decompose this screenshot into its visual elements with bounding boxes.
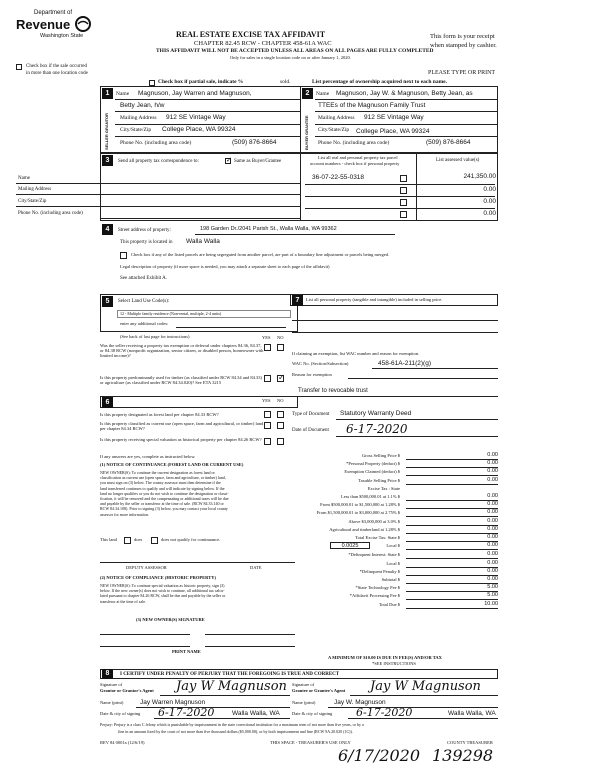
tax-row-5-label: Less than $500,000.01 at 1.1% $ bbox=[341, 494, 400, 499]
buyer-mailing-value[interactable]: 912 SE Vintage Way bbox=[364, 114, 424, 121]
notice-1-line: RCW 84.34.108). Prior to signing (3) below, you may contact your local county bbox=[100, 506, 228, 512]
notice-1-title: (1) NOTICE OF CONTINUANCE (FOREST LAND OR CURRENT USE) bbox=[100, 462, 244, 467]
s6-yes-header: YES bbox=[262, 398, 271, 403]
grantee-date-label: Date & city of signing bbox=[292, 711, 333, 716]
tax-row-1-label: *Personal Property (deduct) $ bbox=[346, 461, 400, 467]
partial-sale-label: Check box if partial sale, indicate % bbox=[158, 79, 244, 85]
reason-label: Reason for exemption bbox=[292, 372, 332, 377]
tax-row-1 bbox=[292, 460, 498, 468]
see-back-note: (See back of last page for instructions) bbox=[120, 334, 190, 339]
tax-row2-1-value[interactable]: 0.00 bbox=[406, 560, 498, 568]
tax-row2-2 bbox=[292, 568, 498, 576]
tax-row-8 bbox=[292, 518, 498, 526]
tax-row-2-value[interactable]: 0.00 bbox=[406, 468, 498, 476]
form-title: REAL ESTATE EXCISE TAX AFFIDAVIT bbox=[176, 30, 326, 39]
form-chapter: CHAPTER 82.45 RCW - CHAPTER 458-61A WAC bbox=[194, 40, 332, 47]
sig-grantor-label: Signature of bbox=[100, 682, 123, 687]
personal-property-label: List all personal property (tangible and intangible) included in selling price. bbox=[306, 297, 443, 302]
s3-name-label: Name bbox=[18, 176, 30, 181]
treasurer-only: THIS SPACE - TREASURER'S USE ONLY bbox=[270, 740, 351, 745]
seller-city-label: City/State/Zip bbox=[120, 127, 152, 133]
multi-location-label-2: in more than one location code bbox=[26, 71, 88, 76]
notice-1-line: NEW OWNER(S): To continue the current designation as forest land or bbox=[100, 470, 215, 475]
seller-name-label: Name bbox=[116, 91, 130, 97]
receipt-note-2: when stamped by cashier. bbox=[430, 42, 497, 49]
section-3-label: Send all property tax correspondence to: bbox=[118, 159, 199, 164]
attached-exhibit[interactable]: See attached Exhibit A. bbox=[120, 276, 167, 281]
print-name-label: PRINT NAME bbox=[172, 649, 201, 654]
certify-statement: I CERTIFY UNDER PENALTY OF PERJURY THAT THE FOREGOING IS TRUE AND CORRECT bbox=[120, 672, 340, 677]
tax-row-7 bbox=[292, 509, 498, 517]
logo-dept-line: Department of bbox=[34, 10, 73, 16]
s5-question-1: Was the seller receiving a property tax exemption or deferral under chapters 84.36, 84.37, or 84.38 RCW (nonprofit organization, senior citizen, or disabled person, homeowner with limited income)? bbox=[100, 343, 264, 359]
tax-row2-1 bbox=[292, 560, 498, 568]
s3-city-label: City/State/Zip bbox=[18, 199, 47, 204]
s6-q2-no[interactable] bbox=[277, 422, 284, 429]
land-use-label: Select Land Use Code(s): bbox=[118, 299, 170, 304]
dor-logo bbox=[14, 9, 104, 49]
s6-question-2: Is this property classified as current use (open space, farm and agricultural, or timber) land per chapter 84.34 RCW? bbox=[100, 421, 264, 432]
s5-q1-no[interactable] bbox=[277, 344, 284, 351]
list-percentage-note: List percentage of ownership acquired next to each name. bbox=[312, 79, 447, 85]
deputy-date-label: DATE bbox=[250, 565, 262, 570]
logo-revenue: Revenue bbox=[16, 17, 71, 32]
tax-row-3-value[interactable]: 0.00 bbox=[406, 477, 498, 485]
tax-row2-6-label: Total Due $ bbox=[378, 601, 400, 607]
tax-row2-3-label: Subtotal $ bbox=[381, 577, 400, 582]
tax-row-0-value[interactable]: 0.00 bbox=[406, 452, 498, 460]
assessed-header: List assessed value(s) bbox=[436, 158, 480, 163]
parcel-number-1[interactable]: 36-07-22-55-0318 bbox=[312, 174, 365, 181]
buyer-city-value[interactable]: College Place, WA 99324 bbox=[356, 128, 430, 135]
perjury-statement: Perjury: Perjury is a class C felony which is punishable by imprisonment in the state correctional institution for a maximum term of not more than five years, or by a bbox=[100, 722, 364, 727]
grantee-city-value[interactable]: Walla Walla, WA bbox=[448, 710, 496, 717]
county-treasurer: COUNTY TREASURER bbox=[447, 740, 493, 745]
tax-row-7-value[interactable]: 0.00 bbox=[406, 509, 498, 517]
street-value[interactable]: 198 Garden Dr./2041 Parish St., Walla Walla, WA 99362 bbox=[200, 226, 337, 232]
local-value[interactable]: 0.00 bbox=[406, 542, 498, 550]
notice-1-line: classification as current use (open space, farm and agriculture, or timber) land, bbox=[100, 475, 226, 481]
tax-row2-3 bbox=[292, 576, 498, 584]
tax-row-5-value[interactable]: 0.00 bbox=[406, 493, 498, 501]
grantor-name-value[interactable]: Jay Warren Magnuson bbox=[140, 699, 206, 706]
tax-row-5 bbox=[292, 493, 498, 501]
grantor-name-label: Name (print) bbox=[100, 700, 124, 705]
s6-q1-no[interactable] bbox=[277, 411, 284, 418]
section-7-number: 7 bbox=[292, 295, 303, 306]
seller-phone-label: Phone No. (including area code) bbox=[120, 140, 192, 146]
multi-location-checkbox[interactable] bbox=[16, 64, 22, 70]
segregated-checkbox[interactable] bbox=[120, 252, 127, 259]
seller-mailing-value[interactable]: 912 SE Vintage Way bbox=[166, 114, 226, 121]
notice-2-body bbox=[100, 583, 295, 604]
tax-row-0-label: Gross Selling Price $ bbox=[361, 453, 400, 458]
tax-row-6 bbox=[292, 501, 498, 509]
notice-2-title: (2) NOTICE OF COMPLIANCE (HISTORIC PROPERTY) bbox=[100, 575, 216, 580]
s5-q2-no[interactable] bbox=[277, 375, 284, 382]
buyer-city-label: City/State/Zip bbox=[318, 127, 350, 133]
s5-yes-header: YES bbox=[262, 335, 271, 340]
buyer-phone-label: Phone No. (including area code) bbox=[318, 140, 390, 146]
s6-question-3: Is this property receiving special valuation as historical property per chapter 84.26 RCW? bbox=[100, 437, 262, 442]
doc-date-label: Date of Document bbox=[292, 428, 329, 433]
sig-grantee-signature[interactable]: Jay W Magnuson bbox=[370, 679, 481, 694]
section-3-number: 3 bbox=[102, 155, 113, 166]
notice-1-line: and payable by the seller or transferor at the time of sale. (RCW 84.33.140 or bbox=[100, 501, 224, 507]
s5-q2-yes[interactable] bbox=[264, 375, 271, 382]
exemption-label: If claiming an exemption, list WAC number and reason for exemption. bbox=[292, 351, 420, 356]
seller-phone-value[interactable]: (509) 876-8664 bbox=[232, 139, 277, 146]
notice-2-line: below. If the new owner(s) does not wish to continue, all additional tax calcu- bbox=[100, 588, 225, 594]
grantee-date-value[interactable]: 6-17-2020 bbox=[356, 706, 413, 719]
doc-date-value[interactable]: 6-17-2020 bbox=[346, 422, 408, 436]
land-use-selected[interactable]: 12 - Multiple family residence (Non-rental, multiple, 2-4 units) bbox=[120, 311, 222, 316]
s6-question-1: Is this property designated as forest land per chapter 84.33 RCW? bbox=[100, 412, 219, 417]
tax-row-3 bbox=[292, 477, 498, 485]
section-1-number: 1 bbox=[102, 88, 113, 99]
multi-location-label: Check box if the sale occurred bbox=[26, 64, 87, 69]
same-as-buyer-label: Same as Buyer/Grantee bbox=[234, 159, 282, 164]
tax-row-6-value[interactable]: 0.00 bbox=[406, 501, 498, 509]
tax-row2-2-value[interactable]: 0.00 bbox=[406, 568, 498, 576]
parcel-value-1[interactable]: 241,350.00 bbox=[463, 173, 496, 180]
additional-codes-label: enter any additional codes: bbox=[120, 321, 169, 326]
s5-question-2: Is this property predominantly used for timber (as classified under RCW 84.34 and 84.33) or agriculture (as classified under RCW 84.34.020)? See ETA 3215 bbox=[100, 375, 263, 386]
street-label: Street address of property: bbox=[118, 228, 171, 233]
tax-row2-3-value[interactable]: 0.00 bbox=[406, 576, 498, 584]
tax-row-10-value[interactable]: 0.00 bbox=[406, 534, 498, 542]
parcel-header-2: account numbers - check box if personal property bbox=[310, 161, 400, 166]
sig-grantor-label-2: Grantor or Grantor's Agent bbox=[100, 688, 154, 693]
tax-row-9-label: Agricultural and timberland at 1.28% $ bbox=[329, 526, 400, 532]
tax-row2-4-value[interactable]: 5.00 bbox=[406, 584, 498, 592]
notice-1-line: you must sign on (3) below. The county assessor must then determine if the bbox=[100, 480, 221, 486]
section-4-number: 4 bbox=[102, 224, 113, 235]
see-instructions: *SEE INSTRUCTIONS bbox=[372, 661, 416, 666]
tax-row2-0-label: *Delinquent Interest: State $ bbox=[348, 552, 400, 558]
tax-row2-6 bbox=[292, 601, 498, 609]
section-6-number: 6 bbox=[102, 397, 113, 408]
notice-2-line: lated pursuant to chapter 84.26 RCW, shall be due and payable by the seller or bbox=[100, 593, 226, 599]
tax-row-2 bbox=[292, 468, 498, 476]
s6-no-header: NO bbox=[277, 398, 284, 403]
seller-mailing-label: Mailing Address bbox=[120, 115, 157, 121]
form-only-for: Only for sales in a single location code on or after January 1, 2020. bbox=[230, 55, 351, 60]
s6-if-any: If any answers are yes, complete as instructed below. bbox=[100, 454, 196, 459]
this-land-label: This land bbox=[100, 537, 117, 542]
located-value[interactable]: Walla Walla bbox=[186, 238, 220, 245]
tax-row-3-label: Taxable Selling Price $ bbox=[358, 477, 400, 483]
grantee-name-label: Name (print) bbox=[292, 700, 316, 705]
parcel-personal-checkbox-3[interactable] bbox=[400, 199, 407, 206]
buyer-name-label: Name bbox=[316, 91, 330, 97]
s6-q3-no[interactable] bbox=[277, 438, 284, 445]
tax-row2-4-label: *State Technology Fee $ bbox=[355, 585, 400, 591]
partial-sale-sold: sold. bbox=[280, 79, 291, 85]
deputy-assessor-label: DEPUTY ASSESSOR bbox=[126, 565, 167, 570]
local-label: Local $ bbox=[386, 543, 400, 549]
tax-row2-1-label: Local $ bbox=[386, 560, 400, 566]
grantor-date-value[interactable]: 6-17-2020 bbox=[158, 706, 215, 719]
notice-1-line: land transferred continues to qualify and will indicate by signing below. If the bbox=[100, 485, 225, 491]
notice-1-line: land no longer qualifies or you do not wish to continue the designation or classi- bbox=[100, 490, 229, 496]
s3-mailing-label: Mailing Address bbox=[18, 187, 52, 192]
land-does-not-label: does not qualify for continuance. bbox=[161, 537, 221, 542]
doc-type-label: Type of Document bbox=[292, 412, 330, 417]
tax-row-4-label: Excise Tax : State bbox=[367, 485, 400, 491]
notice-2-line: transferor at the time of sale. bbox=[100, 598, 146, 604]
reason-value[interactable]: Transfer to revocable trust bbox=[298, 388, 368, 394]
seller-side-label: SELLER GRANTOR bbox=[104, 112, 109, 150]
located-label: This property is located in bbox=[120, 240, 173, 245]
same-as-buyer-checkbox[interactable] bbox=[225, 158, 231, 164]
wac-label: WAC No. (Section/Subsection) bbox=[292, 361, 349, 366]
buyer-side-label: BUYER GRANTEE bbox=[304, 115, 309, 150]
parcel-personal-checkbox-1[interactable] bbox=[400, 175, 407, 182]
parcel-personal-checkbox-4[interactable] bbox=[400, 211, 407, 218]
tax-row-0 bbox=[292, 452, 498, 460]
buyer-name-line2[interactable]: TTEEs of the Magnuson Family Trust bbox=[318, 102, 426, 109]
grantor-date-label: Date & city of signing bbox=[100, 711, 141, 716]
tax-row-2-label: Exemption Claimed (deduct) $ bbox=[344, 469, 400, 475]
tax-row2-5-label: *Affidavit Processing Fee $ bbox=[349, 593, 400, 599]
section-5-number: 5 bbox=[102, 296, 113, 307]
tax-row2-4 bbox=[292, 584, 498, 592]
parcel-personal-checkbox-2[interactable] bbox=[400, 187, 407, 194]
sig-grantee-label-2: Grantee or Grantee's Agent bbox=[292, 688, 346, 693]
tax-row-6-label: From $500,000.01 to $1,500,000 at 1.28% $ bbox=[320, 502, 400, 508]
perjury-statement-2: fine in an amount fixed by the court of not more than five thousand dollars ($5,000.00), or by both imprisonment and fine (RCW 9A.20.020 (1C)). bbox=[118, 729, 353, 734]
segregated-label: Check box if any of the listed parcels are being segregated from another parcel, are part of a boundary line adjustment or parcels being merged. bbox=[131, 252, 390, 257]
tax-row2-5-value[interactable]: 5.00 bbox=[406, 592, 498, 600]
buyer-phone-value[interactable]: (509) 876-8664 bbox=[426, 139, 471, 146]
grantee-name-value[interactable]: Jay W. Magnuson bbox=[334, 699, 386, 706]
tax-row2-2-label: *Delinquent Penalty $ bbox=[359, 568, 400, 574]
wac-value[interactable]: 458-61A-211(2)(g) bbox=[378, 360, 431, 367]
tax-row-10 bbox=[292, 534, 498, 542]
logo-swoosh-icon bbox=[74, 15, 92, 33]
stamp-date: 6/17/2020 bbox=[338, 746, 421, 765]
s3-phone-label: Phone No. (including area code) bbox=[18, 211, 83, 216]
parcel-value-3[interactable]: 0.00 bbox=[483, 198, 496, 205]
tax-row-9 bbox=[292, 526, 498, 534]
minimum-note: A MINIMUM OF $10.00 IS DUE IN FEE(S) AND/OR TAX bbox=[328, 655, 442, 660]
tax-row2-0 bbox=[292, 551, 498, 559]
stamp-number: 139298 bbox=[432, 746, 494, 765]
seller-city-value[interactable]: College Place, WA 99324 bbox=[162, 126, 236, 133]
tax-row-1-value[interactable]: 0.00 bbox=[406, 460, 498, 468]
section-8-number: 8 bbox=[102, 669, 113, 679]
logo-state: Washington State bbox=[40, 33, 84, 39]
notice-3-title: (3) NEW OWNER(S) SIGNATURE bbox=[136, 617, 205, 622]
s6-q2-yes[interactable] bbox=[264, 422, 271, 429]
tax-local-row bbox=[292, 542, 498, 550]
notice-1-line: assessor for more information. bbox=[100, 511, 149, 517]
parcel-value-2[interactable]: 0.00 bbox=[483, 186, 496, 193]
s5-q1-yes[interactable] bbox=[264, 344, 271, 351]
notice-2-line: NEW OWNER(S): To continue special valuation as historic property, sign (3) bbox=[100, 583, 225, 588]
seller-name-line1[interactable]: Magnuson, Jay Warren and Magnuson, bbox=[138, 90, 252, 97]
parcel-header: List all real and personal property tax parcel bbox=[318, 155, 398, 160]
s6-q1-yes[interactable] bbox=[264, 411, 271, 418]
tax-row-4 bbox=[292, 485, 498, 493]
s6-q3-yes[interactable] bbox=[264, 438, 271, 445]
s5-no-header: NO bbox=[277, 335, 284, 340]
land-does-checkbox[interactable] bbox=[124, 537, 131, 544]
legal-desc-label: Legal description of property (if more space is needed, you may attach a separate sheet to each page of the affidavit) bbox=[120, 264, 330, 269]
seller-name-line2[interactable]: Betty Jean, h/w bbox=[120, 102, 165, 109]
section-2-number: 2 bbox=[302, 88, 313, 99]
tax-row-9-value[interactable]: 0.00 bbox=[406, 526, 498, 534]
sig-grantor-signature[interactable]: Jay W Magnuson bbox=[176, 679, 287, 694]
local-rate-value[interactable]: 0.0025 bbox=[330, 542, 370, 549]
land-does-not-checkbox[interactable] bbox=[151, 537, 158, 544]
tax-row-10-label: Total Excise Tax: State $ bbox=[355, 535, 400, 540]
buyer-name-line1[interactable]: Magnuson, Jay W. & Magnuson, Betty Jean, as bbox=[336, 90, 473, 97]
tax-row-8-value[interactable]: 0.00 bbox=[406, 518, 498, 526]
tax-row2-0-value[interactable]: 0.00 bbox=[406, 551, 498, 559]
notice-1-body bbox=[100, 470, 295, 517]
tax-row2-6-value[interactable]: 10.00 bbox=[406, 601, 498, 609]
tax-row-8-label: Above $3,000,000 at 3.0% $ bbox=[348, 518, 400, 524]
rev-number: REV 84 0001a (12/6/19) bbox=[100, 740, 145, 745]
type-or-print: PLEASE TYPE OR PRINT bbox=[428, 70, 496, 76]
buyer-mailing-label: Mailing Address bbox=[318, 115, 355, 121]
parcel-value-4[interactable]: 0.00 bbox=[483, 210, 496, 217]
sig-grantee-label: Signature of bbox=[292, 682, 315, 687]
doc-type-value[interactable]: Statutory Warranty Deed bbox=[340, 410, 412, 417]
notice-1-line: fication, it will be removed and the compensating or additional taxes will be due bbox=[100, 495, 229, 501]
receipt-note: This form is your receipt bbox=[430, 33, 495, 40]
tax-row-7-label: From $1,500,000.01 to $3,000,000 at 2.75% $ bbox=[316, 510, 400, 516]
grantor-city-value[interactable]: Walla Walla, WA bbox=[232, 710, 280, 717]
form-warning: THIS AFFIDAVIT WILL NOT BE ACCEPTED UNLESS ALL AREAS ON ALL PAGES ARE FULLY COMPLETED bbox=[156, 48, 434, 54]
tax-row2-5 bbox=[292, 592, 498, 600]
land-does-label: does bbox=[134, 537, 143, 542]
